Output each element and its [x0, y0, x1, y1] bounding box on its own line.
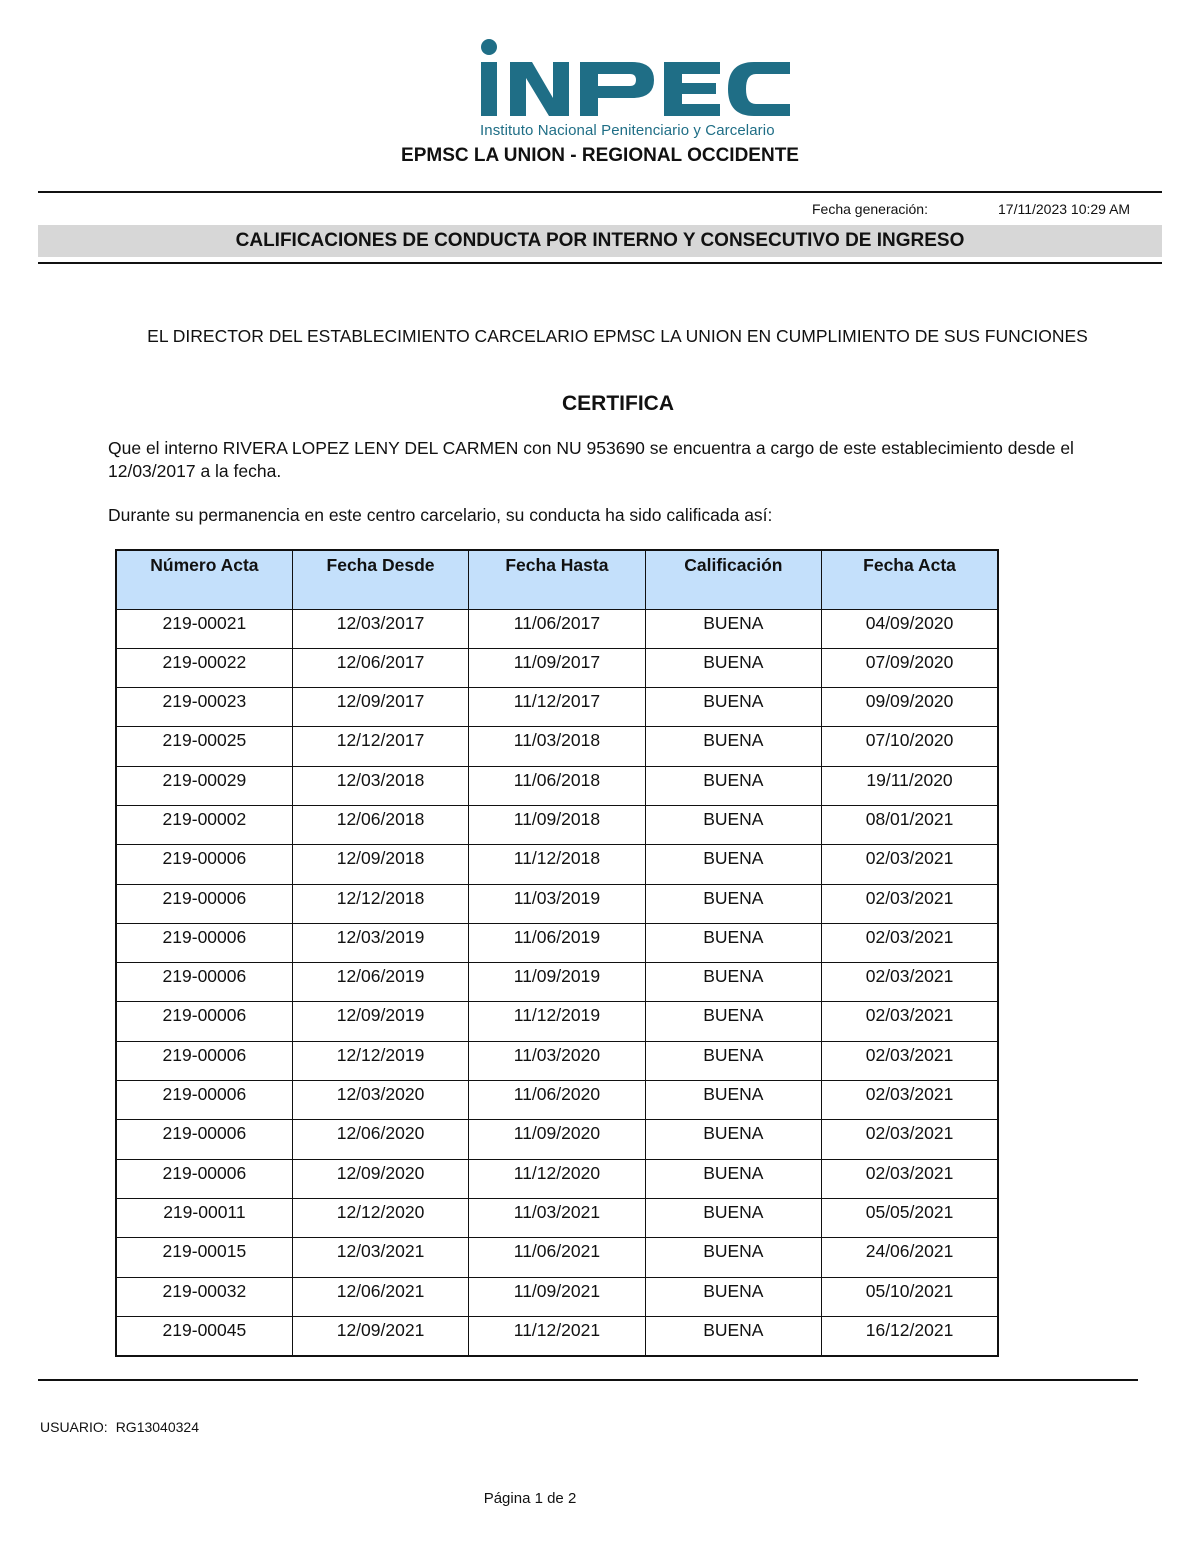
- cell-fecha-desde: 12/06/2018: [292, 805, 468, 844]
- cell-fecha-desde: 12/09/2021: [292, 1316, 468, 1355]
- cell-fecha-acta: 02/03/2021: [822, 923, 998, 962]
- table-row: [116, 688, 998, 727]
- footer-divider: [38, 1379, 1138, 1381]
- cell-fecha-acta: 08/01/2021: [822, 805, 998, 844]
- header-calificacion: Calificación: [645, 550, 821, 609]
- cell-calificacion: BUENA: [645, 609, 821, 648]
- cell-fecha-acta: 05/05/2021: [822, 1198, 998, 1237]
- cell-fecha-hasta: 11/09/2020: [469, 1120, 645, 1159]
- cell-fecha-hasta: 11/12/2017: [469, 688, 645, 727]
- cell-fecha-acta: 02/03/2021: [822, 845, 998, 884]
- cell-fecha-hasta: 11/06/2020: [469, 1081, 645, 1120]
- cell-fecha-hasta: 11/09/2018: [469, 805, 645, 844]
- table-row: [116, 923, 998, 962]
- table-row: [116, 1159, 998, 1198]
- cell-calificacion: BUENA: [645, 648, 821, 687]
- cell-fecha-desde: 12/09/2020: [292, 1159, 468, 1198]
- table-header-row: [116, 550, 998, 609]
- cell-fecha-acta: 09/09/2020: [822, 688, 998, 727]
- table-row: [116, 1198, 998, 1237]
- cell-fecha-acta: 19/11/2020: [822, 766, 998, 805]
- table-row: [116, 1041, 998, 1080]
- cell-calificacion: BUENA: [645, 1041, 821, 1080]
- cell-fecha-hasta: 11/06/2019: [469, 923, 645, 962]
- cell-fecha-desde: 12/09/2017: [292, 688, 468, 727]
- cell-numero-acta: 219-00025: [116, 727, 292, 766]
- cell-fecha-hasta: 11/12/2019: [469, 1002, 645, 1041]
- cell-numero-acta: 219-00015: [116, 1238, 292, 1277]
- table-row: [116, 963, 998, 1002]
- intro-text: EL DIRECTOR DEL ESTABLECIMIENTO CARCELARIO EPMSC LA UNION EN CUMPLIMIENTO DE SUS FUNCIONES: [147, 326, 1088, 346]
- cell-calificacion: BUENA: [645, 688, 821, 727]
- cell-fecha-hasta: 11/12/2021: [469, 1316, 645, 1355]
- table-row: [116, 766, 998, 805]
- cell-numero-acta: 219-00029: [116, 766, 292, 805]
- cell-fecha-acta: 02/03/2021: [822, 1041, 998, 1080]
- cell-fecha-acta: 07/09/2020: [822, 648, 998, 687]
- cell-numero-acta: 219-00032: [116, 1277, 292, 1316]
- cell-calificacion: BUENA: [645, 1002, 821, 1041]
- cell-numero-acta: 219-00006: [116, 845, 292, 884]
- inmate-paragraph: Que el interno RIVERA LOPEZ LENY DEL CARMEN con NU 953690 se encuentra a cargo de este establecimiento desde el 12/03/2017 a la fecha.: [108, 438, 1074, 481]
- table-row: [116, 648, 998, 687]
- cell-calificacion: BUENA: [645, 923, 821, 962]
- cell-fecha-desde: 12/06/2017: [292, 648, 468, 687]
- cell-fecha-desde: 12/06/2020: [292, 1120, 468, 1159]
- cell-numero-acta: 219-00045: [116, 1316, 292, 1355]
- table-row: [116, 845, 998, 884]
- table-row: [116, 609, 998, 648]
- table-body: [116, 609, 998, 1356]
- conduct-paragraph: Durante su permanencia en este centro carcelario, su conducta ha sido calificada así:: [108, 505, 773, 525]
- cell-fecha-desde: 12/03/2021: [292, 1238, 468, 1277]
- cell-calificacion: BUENA: [645, 845, 821, 884]
- table-row: [116, 884, 998, 923]
- cell-fecha-acta: 02/03/2021: [822, 1002, 998, 1041]
- header-fecha-acta: Fecha Acta: [822, 550, 998, 609]
- user-line: [40, 1419, 199, 1435]
- cell-fecha-acta: 02/03/2021: [822, 884, 998, 923]
- cell-fecha-desde: 12/03/2018: [292, 766, 468, 805]
- cell-fecha-acta: 07/10/2020: [822, 727, 998, 766]
- report-title: CALIFICACIONES DE CONDUCTA POR INTERNO Y CONSECUTIVO DE INGRESO: [38, 225, 1162, 257]
- table-row: [116, 727, 998, 766]
- cell-numero-acta: 219-00023: [116, 688, 292, 727]
- cell-calificacion: BUENA: [645, 1198, 821, 1237]
- title-divider: [38, 262, 1162, 264]
- cell-fecha-acta: 02/03/2021: [822, 1159, 998, 1198]
- cell-fecha-desde: 12/12/2020: [292, 1198, 468, 1237]
- cell-calificacion: BUENA: [645, 1081, 821, 1120]
- cell-fecha-desde: 12/06/2021: [292, 1277, 468, 1316]
- cell-calificacion: BUENA: [645, 1120, 821, 1159]
- cell-numero-acta: 219-00002: [116, 805, 292, 844]
- cell-numero-acta: 219-00006: [116, 1002, 292, 1041]
- establishment-subtitle: EPMSC LA UNION - REGIONAL OCCIDENTE: [401, 145, 799, 166]
- header-fecha-desde: Fecha Desde: [292, 550, 468, 609]
- cell-numero-acta: 219-00006: [116, 884, 292, 923]
- cell-numero-acta: 219-00006: [116, 1159, 292, 1198]
- cell-fecha-hasta: 11/03/2020: [469, 1041, 645, 1080]
- cell-fecha-desde: 12/12/2018: [292, 884, 468, 923]
- cell-numero-acta: 219-00006: [116, 963, 292, 1002]
- cell-fecha-acta: 02/03/2021: [822, 1120, 998, 1159]
- cell-fecha-acta: 05/10/2021: [822, 1277, 998, 1316]
- cell-fecha-desde: 12/09/2018: [292, 845, 468, 884]
- logo-subtitle: Instituto Nacional Penitenciario y Carcelario: [480, 122, 775, 139]
- table-row: [116, 1120, 998, 1159]
- header-fecha-hasta: Fecha Hasta: [469, 550, 645, 609]
- table-row: [116, 1316, 998, 1355]
- cell-calificacion: BUENA: [645, 727, 821, 766]
- cell-fecha-hasta: 11/03/2018: [469, 727, 645, 766]
- cell-fecha-hasta: 11/06/2021: [469, 1238, 645, 1277]
- generation-date-label: Fecha generación:: [812, 201, 928, 217]
- cell-calificacion: BUENA: [645, 1316, 821, 1355]
- certifica-heading: CERTIFICA: [562, 392, 674, 415]
- cell-fecha-hasta: 11/06/2018: [469, 766, 645, 805]
- cell-fecha-hasta: 11/09/2017: [469, 648, 645, 687]
- header-numero-acta: Número Acta: [116, 550, 292, 609]
- cell-fecha-hasta: 11/12/2018: [469, 845, 645, 884]
- cell-calificacion: BUENA: [645, 805, 821, 844]
- top-divider: [38, 191, 1162, 193]
- user-value: RG13040324: [115, 1419, 199, 1435]
- cell-fecha-hasta: 11/06/2017: [469, 609, 645, 648]
- cell-fecha-hasta: 11/09/2021: [469, 1277, 645, 1316]
- cell-fecha-desde: 12/03/2017: [292, 609, 468, 648]
- cell-fecha-acta: 24/06/2021: [822, 1238, 998, 1277]
- cell-numero-acta: 219-00006: [116, 1120, 292, 1159]
- cell-numero-acta: 219-00006: [116, 923, 292, 962]
- table-row: [116, 1002, 998, 1041]
- page-number: Página 1 de 2: [483, 1490, 577, 1507]
- cell-fecha-desde: 12/12/2019: [292, 1041, 468, 1080]
- cell-numero-acta: 219-00021: [116, 609, 292, 648]
- cell-fecha-hasta: 11/03/2019: [469, 884, 645, 923]
- cell-numero-acta: 219-00011: [116, 1198, 292, 1237]
- cell-calificacion: BUENA: [645, 1238, 821, 1277]
- cell-fecha-acta: 02/03/2021: [822, 1081, 998, 1120]
- conduct-grades-table: [115, 549, 999, 1357]
- inpec-logo: [470, 36, 800, 146]
- cell-calificacion: BUENA: [645, 1159, 821, 1198]
- generation-date-value: 17/11/2023 10:29 AM: [998, 201, 1131, 217]
- cell-fecha-desde: 12/03/2020: [292, 1081, 468, 1120]
- cell-fecha-desde: 12/06/2019: [292, 963, 468, 1002]
- table-row: [116, 1277, 998, 1316]
- cell-calificacion: BUENA: [645, 1277, 821, 1316]
- cell-fecha-acta: 04/09/2020: [822, 609, 998, 648]
- cell-calificacion: BUENA: [645, 963, 821, 1002]
- cell-numero-acta: 219-00006: [116, 1041, 292, 1080]
- user-label: USUARIO:: [40, 1419, 108, 1435]
- cell-fecha-desde: 12/12/2017: [292, 727, 468, 766]
- table-row: [116, 1081, 998, 1120]
- cell-calificacion: BUENA: [645, 766, 821, 805]
- cell-fecha-hasta: 11/09/2019: [469, 963, 645, 1002]
- cell-numero-acta: 219-00022: [116, 648, 292, 687]
- cell-fecha-hasta: 11/03/2021: [469, 1198, 645, 1237]
- cell-numero-acta: 219-00006: [116, 1081, 292, 1120]
- table-row: [116, 1238, 998, 1277]
- table-row: [116, 805, 998, 844]
- cell-calificacion: BUENA: [645, 884, 821, 923]
- cell-fecha-desde: 12/09/2019: [292, 1002, 468, 1041]
- cell-fecha-acta: 02/03/2021: [822, 963, 998, 1002]
- cell-fecha-desde: 12/03/2019: [292, 923, 468, 962]
- cell-fecha-acta: 16/12/2021: [822, 1316, 998, 1355]
- cell-fecha-hasta: 11/12/2020: [469, 1159, 645, 1198]
